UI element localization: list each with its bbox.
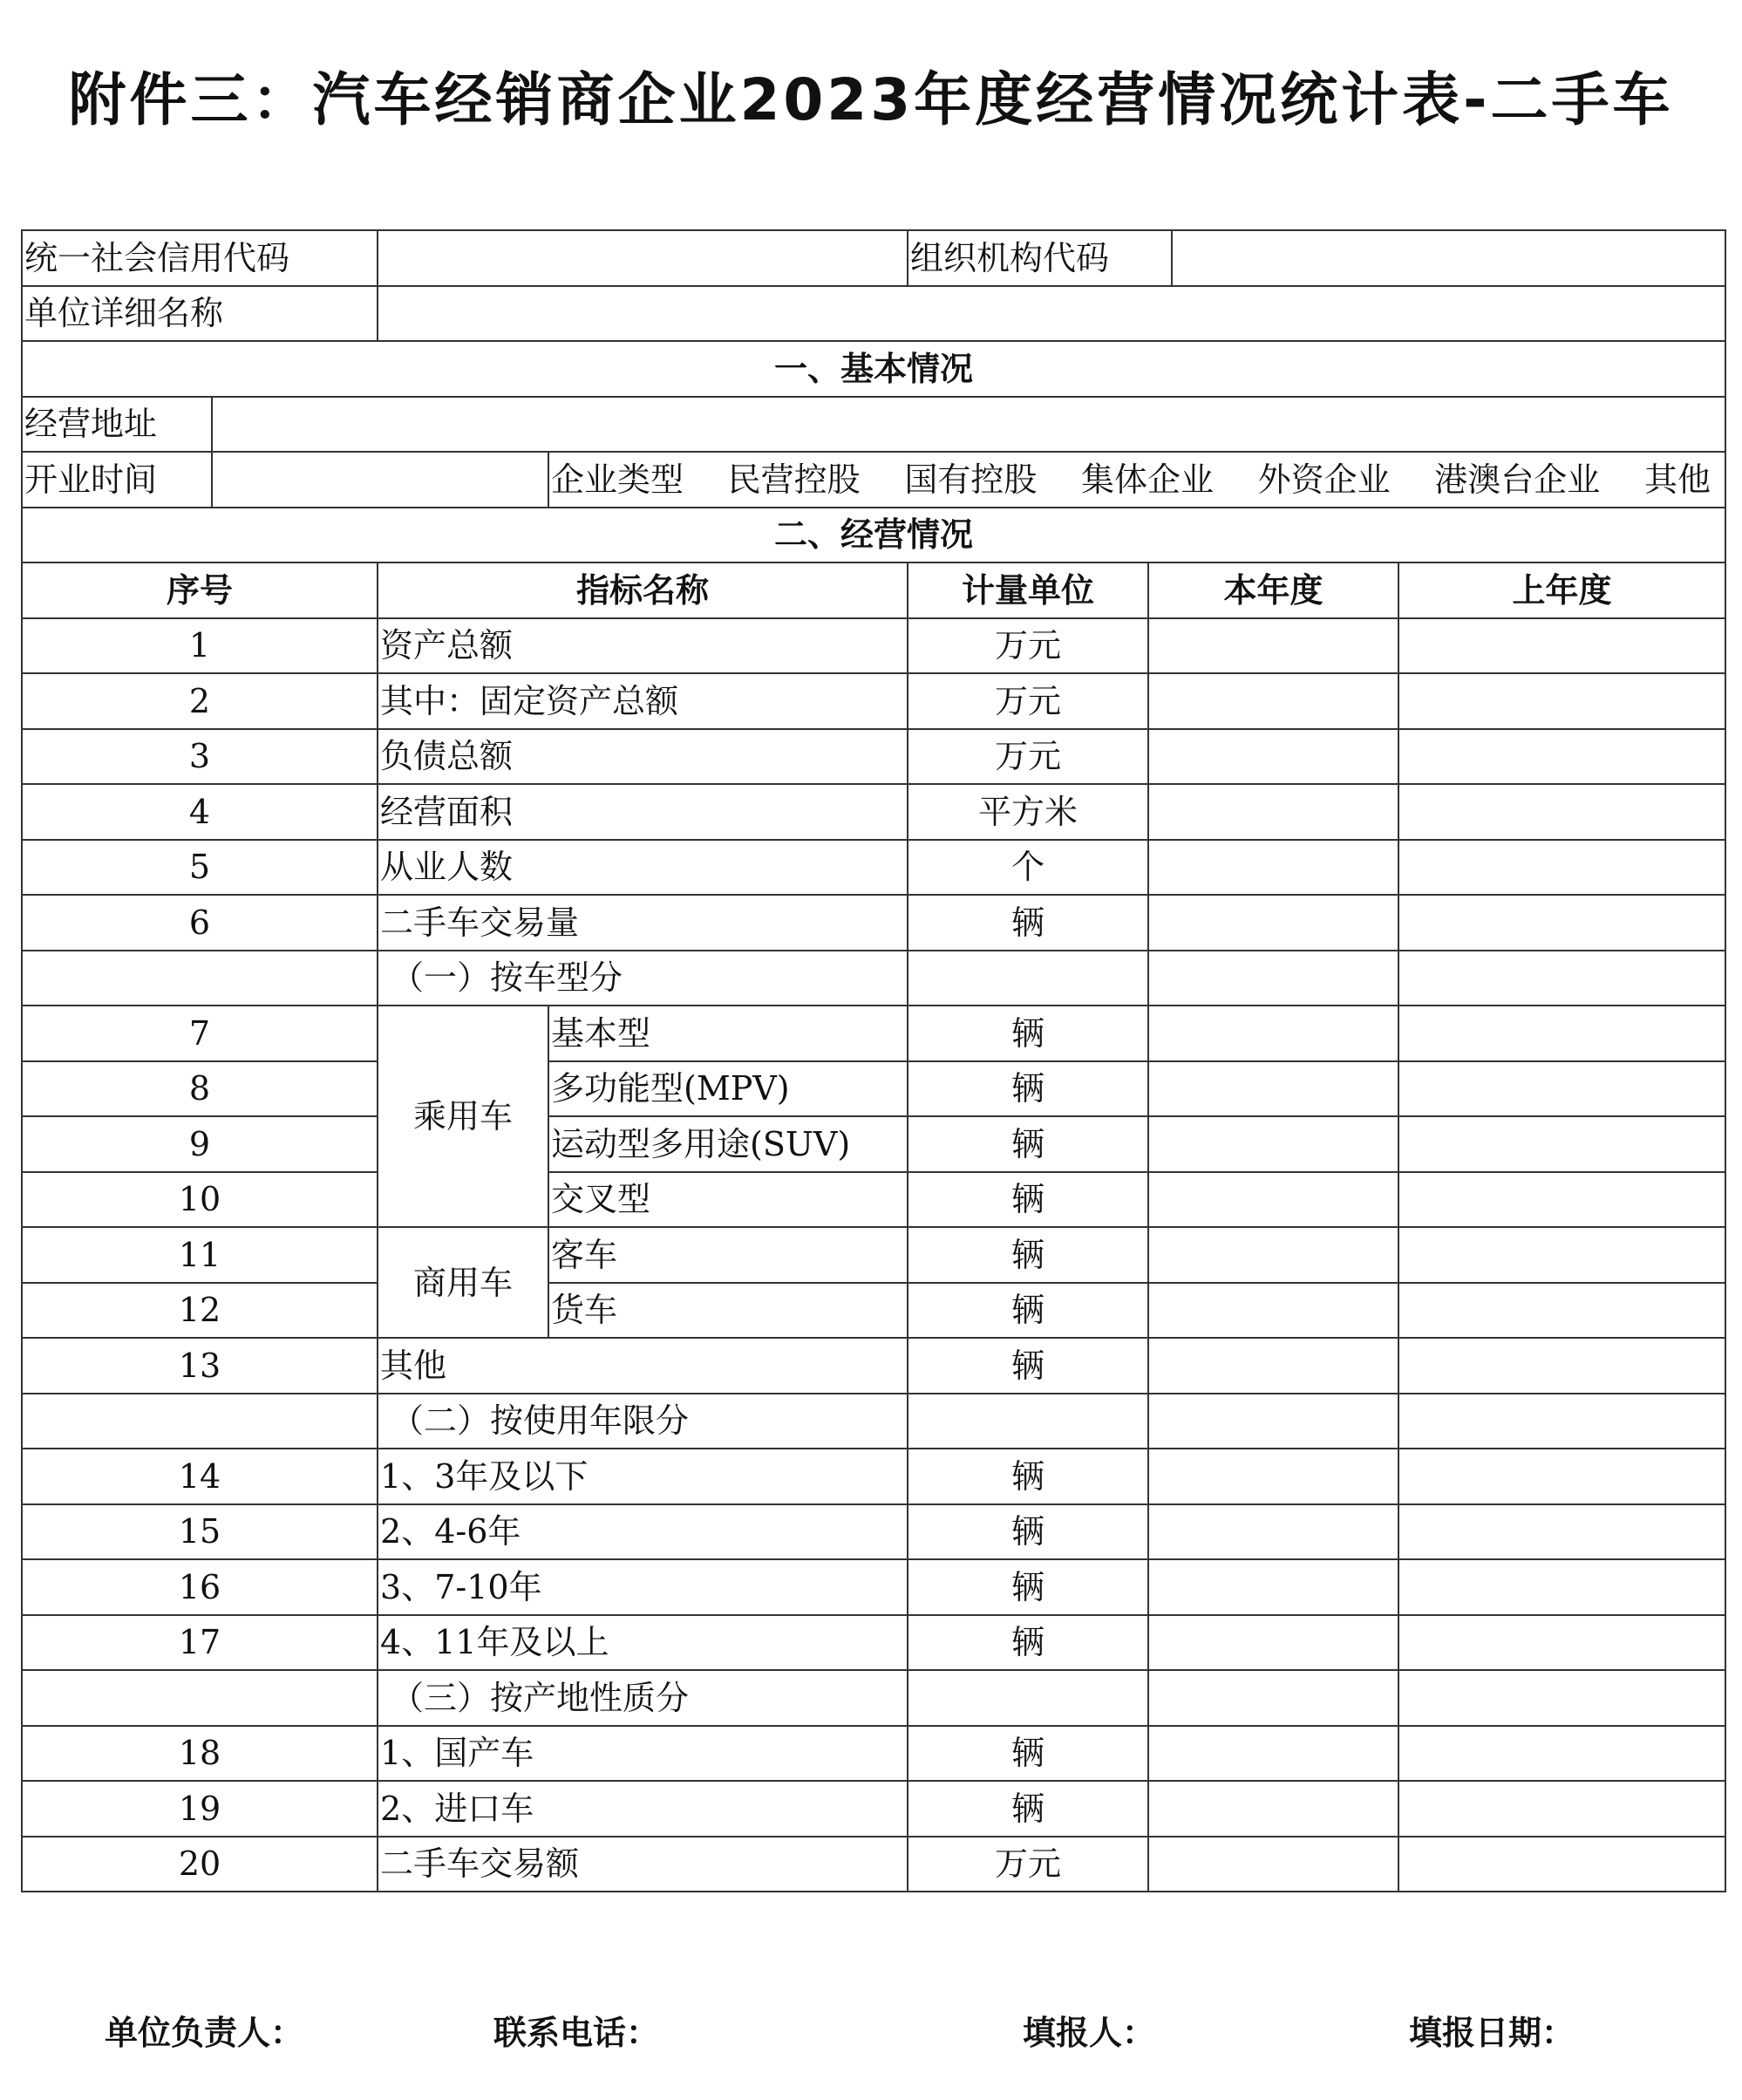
subheading-row (22, 1670, 1725, 1726)
row-this-year[interactable] (1148, 1116, 1398, 1172)
section-basic-row (22, 341, 1725, 397)
credit-code-row (22, 230, 1725, 286)
row-this-year[interactable] (1148, 1504, 1398, 1560)
row-last-year[interactable] (1398, 1172, 1725, 1228)
row-last-year[interactable] (1398, 1116, 1725, 1172)
row-unit: 辆 (908, 1006, 1148, 1061)
row-seq: 7 (22, 1006, 378, 1061)
row-unit: 辆 (908, 1504, 1148, 1560)
row-unit: 辆 (908, 1615, 1148, 1671)
table-row (22, 1781, 1725, 1837)
row-this-year[interactable] (1148, 1394, 1398, 1449)
row-seq: 18 (22, 1726, 378, 1782)
row-this-year[interactable] (1148, 729, 1398, 785)
row-last-year[interactable] (1398, 1726, 1725, 1782)
row-last-year[interactable] (1398, 895, 1725, 951)
row-unit: 万元 (908, 729, 1148, 785)
row-unit: 辆 (908, 1781, 1148, 1837)
address-value[interactable] (212, 397, 1725, 453)
row-unit (908, 951, 1148, 1006)
row-name: 从业人数 (378, 840, 908, 896)
row-unit: 万元 (908, 618, 1148, 674)
row-last-year[interactable] (1398, 1670, 1725, 1726)
row-this-year[interactable] (1148, 1338, 1398, 1394)
row-this-year[interactable] (1148, 1670, 1398, 1726)
row-last-year[interactable] (1398, 1394, 1725, 1449)
table-row (22, 840, 1725, 896)
enterprise-type-label: 企业类型 (551, 460, 684, 499)
row-name: 1、3年及以下 (378, 1449, 908, 1504)
row-seq: 20 (22, 1837, 378, 1892)
row-last-year[interactable] (1398, 618, 1725, 674)
type-other[interactable]: 其他 (1643, 460, 1711, 499)
subheading-row (22, 1394, 1725, 1449)
col-name: 指标名称 (378, 562, 908, 618)
row-this-year[interactable] (1148, 784, 1398, 840)
row-this-year[interactable] (1148, 1283, 1398, 1339)
type-foreign[interactable]: 外资企业 (1257, 460, 1391, 499)
row-seq: 4 (22, 784, 378, 840)
row-unit: 万元 (908, 673, 1148, 729)
section-basic-title: 一、基本情况 (22, 341, 1725, 397)
row-unit: 平方米 (908, 784, 1148, 840)
col-unit: 计量单位 (908, 562, 1148, 618)
row-last-year[interactable] (1398, 840, 1725, 896)
table-row (22, 784, 1725, 840)
row-name: 2、进口车 (378, 1781, 908, 1837)
row-unit (908, 1670, 1148, 1726)
col-last-year: 上年度 (1398, 562, 1725, 618)
row-seq: 10 (22, 1172, 378, 1228)
row-unit: 辆 (908, 1061, 1148, 1117)
table-row (22, 1726, 1725, 1782)
row-this-year[interactable] (1148, 1227, 1398, 1283)
row-unit: 辆 (908, 1338, 1148, 1394)
row-unit: 辆 (908, 895, 1148, 951)
table-row (22, 1227, 1725, 1283)
row-seq: 17 (22, 1615, 378, 1671)
row-last-year[interactable] (1398, 1227, 1725, 1283)
row-unit: 辆 (908, 1227, 1148, 1283)
signature-footer (0, 2006, 1742, 2058)
row-last-year[interactable] (1398, 1559, 1725, 1615)
row-last-year[interactable] (1398, 1061, 1725, 1117)
row-name: 经营面积 (378, 784, 908, 840)
row-seq: 8 (22, 1061, 378, 1117)
row-last-year[interactable] (1398, 1615, 1725, 1671)
row-last-year[interactable] (1398, 1006, 1725, 1061)
section-operation-row (22, 508, 1725, 563)
row-name: 交叉型 (548, 1172, 908, 1228)
unit-name-value[interactable] (378, 286, 1725, 342)
row-this-year[interactable] (1148, 1837, 1398, 1892)
subheading-row (22, 951, 1725, 1006)
table-row (22, 673, 1725, 729)
col-this-year: 本年度 (1148, 562, 1398, 618)
unit-name-label: 单位详细名称 (22, 286, 378, 342)
open-time-row (22, 452, 1725, 508)
address-label: 经营地址 (22, 397, 212, 453)
row-name: 负债总额 (378, 729, 908, 785)
row-seq: 15 (22, 1504, 378, 1560)
row-last-year[interactable] (1398, 729, 1725, 785)
row-this-year[interactable] (1148, 951, 1398, 1006)
table-row (22, 1061, 1725, 1117)
row-unit: 辆 (908, 1449, 1148, 1504)
row-name: 二手车交易量 (378, 895, 908, 951)
row-last-year[interactable] (1398, 1338, 1725, 1394)
row-name: 1、国产车 (378, 1726, 908, 1782)
footer-date-label: 填报日期： (1409, 2014, 1575, 2052)
row-seq: 6 (22, 895, 378, 951)
row-this-year[interactable] (1148, 840, 1398, 896)
row-unit: 个 (908, 840, 1148, 896)
enterprise-type-cell (548, 452, 1725, 508)
row-unit: 辆 (908, 1726, 1148, 1782)
row-name: 基本型 (548, 1006, 908, 1061)
row-name: 资产总额 (378, 618, 908, 674)
row-this-year[interactable] (1148, 673, 1398, 729)
row-seq: 12 (22, 1283, 378, 1339)
row-name: 多功能型(MPV) (548, 1061, 908, 1117)
document-title: 附件三：汽车经销商企业2023年度经营情况统计表-二手车 (68, 66, 1674, 133)
row-seq (22, 1394, 378, 1449)
row-this-year[interactable] (1148, 618, 1398, 674)
credit-code-value[interactable] (378, 230, 908, 286)
row-this-year[interactable] (1148, 1006, 1398, 1061)
table-row (22, 729, 1725, 785)
table-row (22, 618, 1725, 674)
row-name: 其中：固定资产总额 (378, 673, 908, 729)
table-row (22, 1006, 1725, 1061)
row-this-year[interactable] (1148, 1449, 1398, 1504)
table-row (22, 1283, 1725, 1339)
row-name: 货车 (548, 1283, 908, 1339)
row-unit: 辆 (908, 1172, 1148, 1228)
row-this-year[interactable] (1148, 1061, 1398, 1117)
col-seq: 序号 (22, 562, 378, 618)
org-code-label: 组织机构代码 (908, 230, 1172, 286)
row-seq: 2 (22, 673, 378, 729)
row-last-year[interactable] (1398, 951, 1725, 1006)
row-name: 二手车交易额 (378, 1837, 908, 1892)
row-last-year[interactable] (1398, 673, 1725, 729)
row-seq: 3 (22, 729, 378, 785)
subheading-by-origin: （三）按产地性质分 (378, 1670, 908, 1726)
row-last-year[interactable] (1398, 1781, 1725, 1837)
row-last-year[interactable] (1398, 1837, 1725, 1892)
row-name: 运动型多用途(SUV) (548, 1116, 908, 1172)
row-name: 2、4-6年 (378, 1504, 908, 1560)
row-seq (22, 1670, 378, 1726)
address-row (22, 397, 1725, 453)
row-seq: 19 (22, 1781, 378, 1837)
row-unit: 辆 (908, 1283, 1148, 1339)
section-operation-title: 二、经营情况 (22, 508, 1725, 563)
row-seq: 5 (22, 840, 378, 896)
row-this-year[interactable] (1148, 1615, 1398, 1671)
row-unit: 辆 (908, 1559, 1148, 1615)
row-seq: 13 (22, 1338, 378, 1394)
row-this-year[interactable] (1148, 1781, 1398, 1837)
column-header-row (22, 562, 1725, 618)
row-this-year[interactable] (1148, 1172, 1398, 1228)
org-code-value[interactable] (1172, 230, 1725, 286)
type-private[interactable]: 民营控股 (727, 460, 861, 499)
commercial-car-label: 商用车 (378, 1227, 548, 1338)
row-seq: 1 (22, 618, 378, 674)
table-row (22, 1172, 1725, 1228)
row-seq: 9 (22, 1116, 378, 1172)
type-hk-macao-taiwan[interactable]: 港澳台企业 (1434, 460, 1601, 499)
row-this-year[interactable] (1148, 1726, 1398, 1782)
passenger-car-label: 乘用车 (378, 1006, 548, 1227)
row-unit: 辆 (908, 1116, 1148, 1172)
open-time-value[interactable] (212, 452, 548, 508)
row-seq: 11 (22, 1227, 378, 1283)
footer-filler-label: 填报人： (1023, 2014, 1156, 2052)
row-seq (22, 951, 378, 1006)
table-row (22, 1449, 1725, 1504)
row-seq: 14 (22, 1449, 378, 1504)
row-this-year[interactable] (1148, 895, 1398, 951)
table-row (22, 1504, 1725, 1560)
type-state[interactable]: 国有控股 (904, 460, 1038, 499)
row-last-year[interactable] (1398, 1504, 1725, 1560)
row-name: 3、7-10年 (378, 1559, 908, 1615)
subheading-by-age: （二）按使用年限分 (378, 1394, 908, 1449)
unit-name-row (22, 286, 1725, 342)
footer-phone-label: 联系电话： (493, 2014, 660, 2052)
table-row (22, 1116, 1725, 1172)
subheading-by-model: （一）按车型分 (378, 951, 908, 1006)
row-last-year[interactable] (1398, 1449, 1725, 1504)
row-seq: 16 (22, 1559, 378, 1615)
row-this-year[interactable] (1148, 1559, 1398, 1615)
table-row (22, 1338, 1725, 1394)
row-name: 其他 (378, 1338, 908, 1394)
table-row (22, 895, 1725, 951)
row-last-year[interactable] (1398, 1283, 1725, 1339)
row-name: 客车 (548, 1227, 908, 1283)
row-unit (908, 1394, 1148, 1449)
credit-code-label: 统一社会信用代码 (22, 230, 378, 286)
row-last-year[interactable] (1398, 784, 1725, 840)
table-row (22, 1559, 1725, 1615)
table-row (22, 1615, 1725, 1671)
row-name: 4、11年及以上 (378, 1615, 908, 1671)
table-row (22, 1837, 1725, 1892)
footer-leader-label: 单位负责人： (105, 2014, 304, 2052)
type-collective[interactable]: 集体企业 (1080, 460, 1214, 499)
statistics-table (21, 229, 1726, 1892)
open-time-label: 开业时间 (22, 452, 212, 508)
row-unit: 万元 (908, 1837, 1148, 1892)
